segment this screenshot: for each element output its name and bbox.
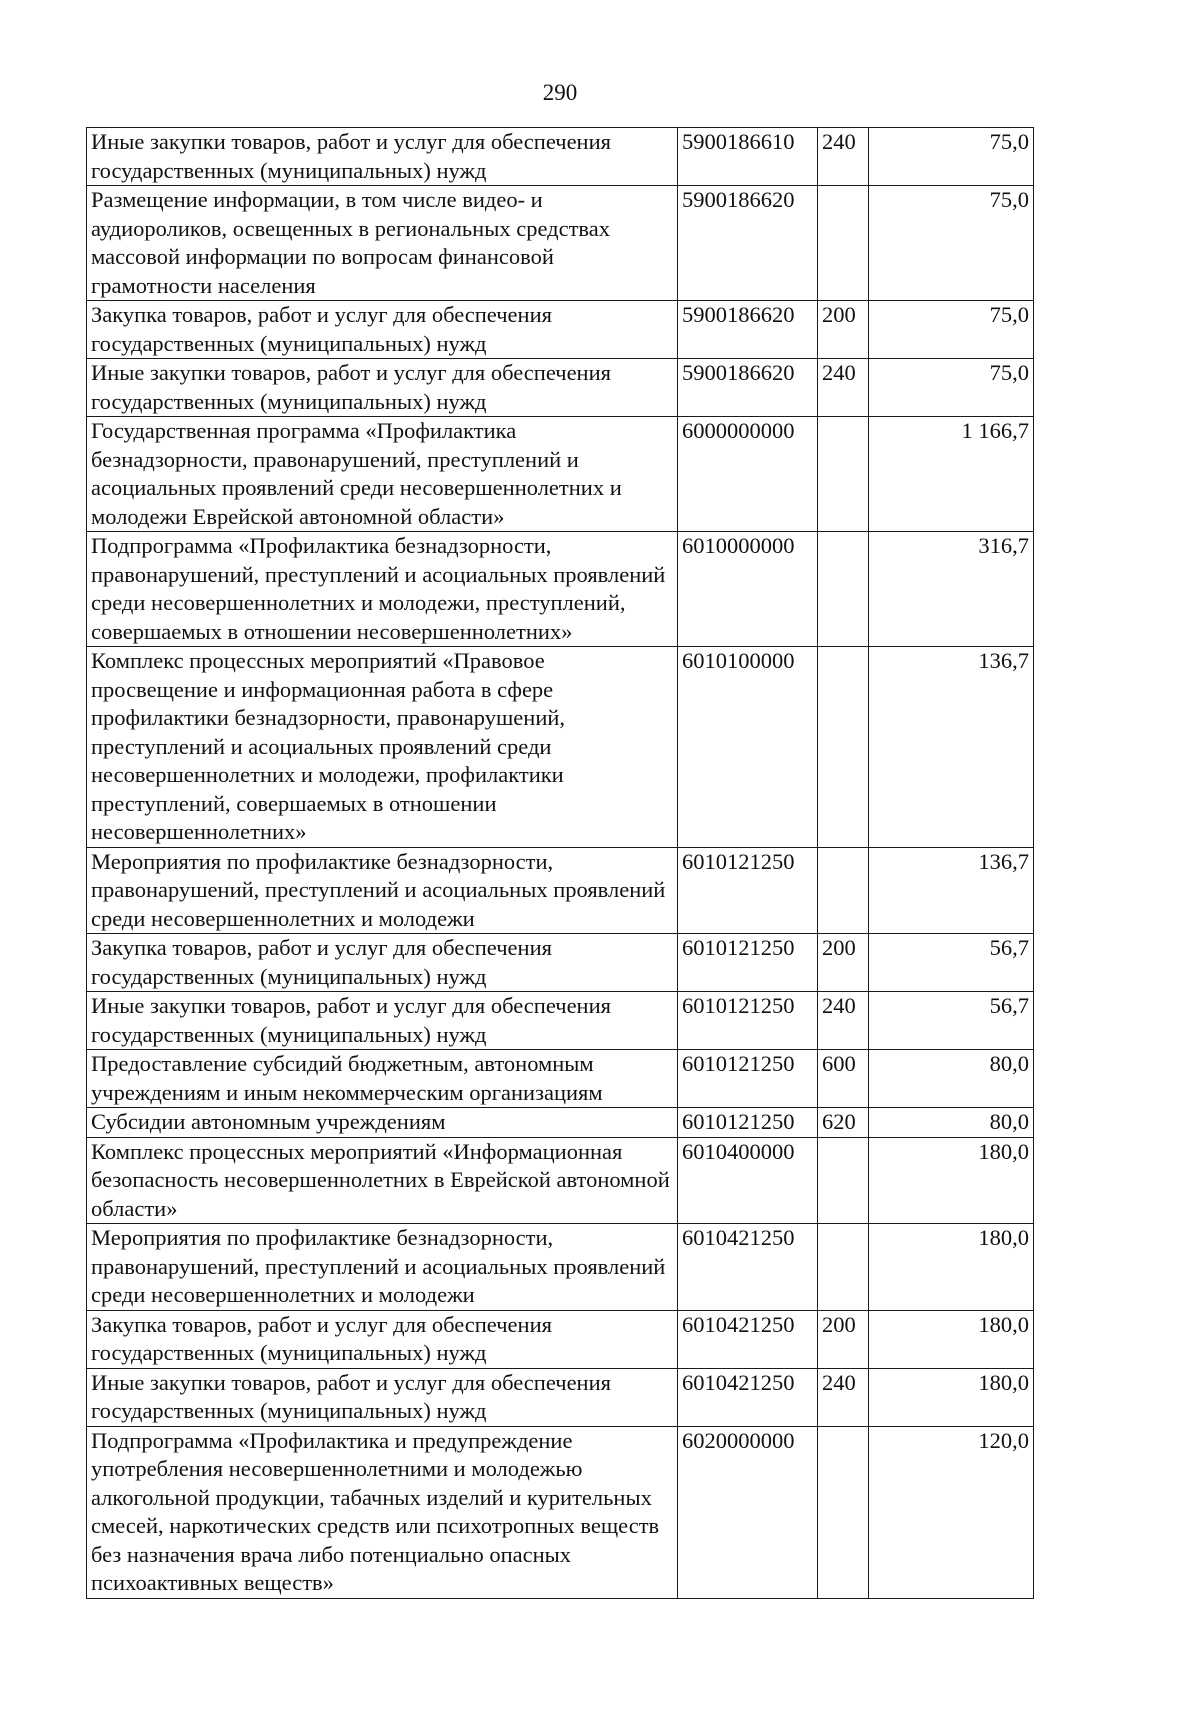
row-code: 6010400000 — [678, 1137, 818, 1224]
row-name: Подпрограмма «Профилактика безнадзорности, правонарушений, преступлений и асоциальных проявлений среди несовершеннолетних и молодежи, преступлений, совершаемых в отношении несовершеннолетних» — [87, 532, 678, 647]
row-name: Государственная программа «Профилактика безнадзорности, правонарушений, преступлений и асоциальных проявлений среди несовершеннолетних и молодежи Еврейской автономной области» — [87, 417, 678, 532]
table-row — [87, 1050, 1034, 1108]
row-amount: 136,7 — [869, 847, 1034, 934]
row-amount: 75,0 — [869, 359, 1034, 417]
budget-table — [86, 127, 1034, 1599]
row-amount: 136,7 — [869, 647, 1034, 848]
table-row — [87, 992, 1034, 1050]
table-row — [87, 1310, 1034, 1368]
row-amount: 316,7 — [869, 532, 1034, 647]
table-row — [87, 128, 1034, 186]
row-expense-type — [818, 532, 869, 647]
row-expense-type: 240 — [818, 128, 869, 186]
row-code: 6020000000 — [678, 1426, 818, 1598]
table-row — [87, 847, 1034, 934]
table-row — [87, 417, 1034, 532]
page-number: 290 — [542, 80, 578, 105]
row-name: Иные закупки товаров, работ и услуг для обеспечения государственных (муниципальных) нужд — [87, 128, 678, 186]
table-row — [87, 1426, 1034, 1598]
table-row — [87, 186, 1034, 301]
row-expense-type — [818, 647, 869, 848]
row-name: Предоставление субсидий бюджетным, автономным учреждениям и иным некоммерческим организациям — [87, 1050, 678, 1108]
row-expense-type — [818, 1137, 869, 1224]
row-code: 5900186620 — [678, 301, 818, 359]
row-name: Закупка товаров, работ и услуг для обеспечения государственных (муниципальных) нужд — [87, 1310, 678, 1368]
row-name: Размещение информации, в том числе видео- и аудиороликов, освещенных в региональных средствах массовой информации по вопросам финансовой грамотности населения — [87, 186, 678, 301]
row-amount: 1 166,7 — [869, 417, 1034, 532]
row-amount: 180,0 — [869, 1224, 1034, 1311]
row-name: Закупка товаров, работ и услуг для обеспечения государственных (муниципальных) нужд — [87, 934, 678, 992]
row-name: Комплекс процессных мероприятий «Информационная безопасность несовершеннолетних в Еврейской автономной области» — [87, 1137, 678, 1224]
row-expense-type — [818, 417, 869, 532]
row-amount: 180,0 — [869, 1310, 1034, 1368]
row-name: Закупка товаров, работ и услуг для обеспечения государственных (муниципальных) нужд — [87, 301, 678, 359]
row-code: 6010121250 — [678, 847, 818, 934]
table-row — [87, 1137, 1034, 1224]
row-code: 6000000000 — [678, 417, 818, 532]
row-code: 5900186620 — [678, 186, 818, 301]
row-code: 6010000000 — [678, 532, 818, 647]
table-row — [87, 1108, 1034, 1138]
table-row — [87, 934, 1034, 992]
row-name: Подпрограмма «Профилактика и предупреждение употребления несовершеннолетними и молодежью алкогольной продукции, табачных изделий и курительных смесей, наркотических средств или психотропных веществ без назначения врача либо потенциально опасных психоактивных веществ» — [87, 1426, 678, 1598]
row-name: Субсидии автономным учреждениям — [87, 1108, 678, 1138]
row-expense-type: 200 — [818, 934, 869, 992]
row-code: 6010121250 — [678, 934, 818, 992]
table-row — [87, 1368, 1034, 1426]
row-name: Мероприятия по профилактике безнадзорности, правонарушений, преступлений и асоциальных проявлений среди несовершеннолетних и молодежи — [87, 1224, 678, 1311]
row-name: Иные закупки товаров, работ и услуг для обеспечения государственных (муниципальных) нужд — [87, 992, 678, 1050]
row-expense-type: 240 — [818, 1368, 869, 1426]
row-code: 6010421250 — [678, 1224, 818, 1311]
table-row — [87, 532, 1034, 647]
row-amount: 180,0 — [869, 1137, 1034, 1224]
row-amount: 56,7 — [869, 992, 1034, 1050]
row-expense-type — [818, 847, 869, 934]
row-name: Комплекс процессных мероприятий «Правовое просвещение и информационная работа в сфере профилактики безнадзорности, правонарушений, преступлений и асоциальных проявлений среди несовершеннолетних и молодежи, профилактики преступлений, совершаемых в отношении несовершеннолетних» — [87, 647, 678, 848]
table-row — [87, 359, 1034, 417]
row-expense-type: 620 — [818, 1108, 869, 1138]
row-code: 5900186610 — [678, 128, 818, 186]
row-code: 6010421250 — [678, 1368, 818, 1426]
row-expense-type — [818, 1426, 869, 1598]
row-expense-type — [818, 1224, 869, 1311]
row-expense-type: 600 — [818, 1050, 869, 1108]
table-row — [87, 301, 1034, 359]
row-name: Иные закупки товаров, работ и услуг для обеспечения государственных (муниципальных) нужд — [87, 359, 678, 417]
row-code: 6010121250 — [678, 1108, 818, 1138]
row-code: 5900186620 — [678, 359, 818, 417]
row-code: 6010121250 — [678, 1050, 818, 1108]
row-amount: 75,0 — [869, 186, 1034, 301]
budget-table-body — [87, 128, 1034, 1599]
row-amount: 75,0 — [869, 128, 1034, 186]
row-amount: 56,7 — [869, 934, 1034, 992]
row-code: 6010421250 — [678, 1310, 818, 1368]
table-row — [87, 1224, 1034, 1311]
table-row — [87, 647, 1034, 848]
row-name: Иные закупки товаров, работ и услуг для обеспечения государственных (муниципальных) нужд — [87, 1368, 678, 1426]
row-code: 6010100000 — [678, 647, 818, 848]
row-amount: 180,0 — [869, 1368, 1034, 1426]
row-code: 6010121250 — [678, 992, 818, 1050]
row-amount: 80,0 — [869, 1108, 1034, 1138]
row-amount: 80,0 — [869, 1050, 1034, 1108]
row-expense-type — [818, 186, 869, 301]
row-expense-type: 200 — [818, 301, 869, 359]
row-name: Мероприятия по профилактике безнадзорности, правонарушений, преступлений и асоциальных проявлений среди несовершеннолетних и молодежи — [87, 847, 678, 934]
row-expense-type: 200 — [818, 1310, 869, 1368]
row-expense-type: 240 — [818, 359, 869, 417]
row-expense-type: 240 — [818, 992, 869, 1050]
row-amount: 75,0 — [869, 301, 1034, 359]
row-amount: 120,0 — [869, 1426, 1034, 1598]
